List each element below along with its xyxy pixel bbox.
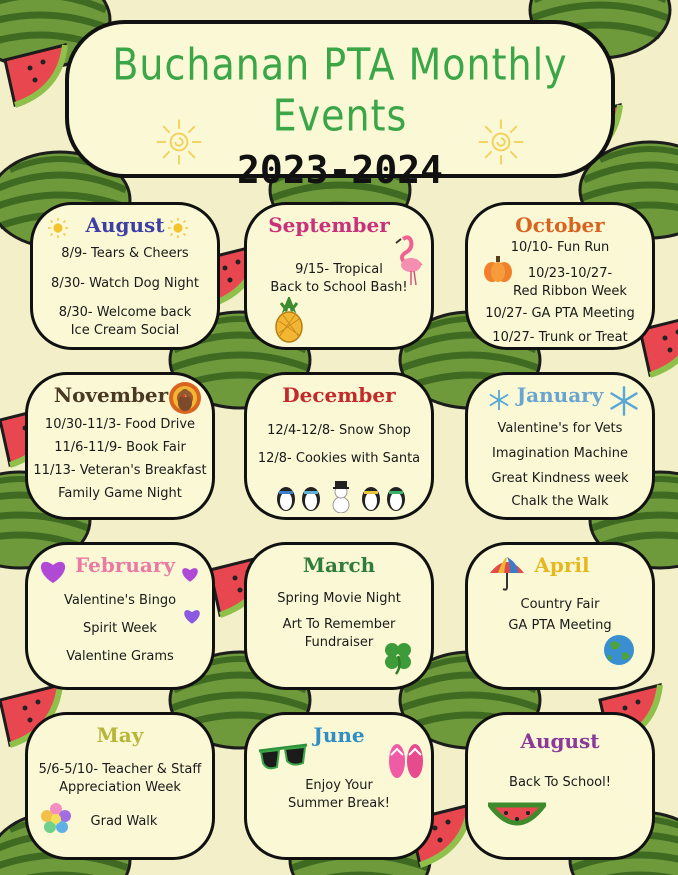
month-title: June [313,723,365,747]
month-card-october [465,202,655,350]
globe-icon [602,633,636,667]
snowflake-icon [608,385,640,417]
month-title: November [53,383,169,407]
month-title: February [74,553,175,577]
school-year: 2023-2024 [237,148,443,192]
event-text: Back to School Bash! [270,280,408,295]
event-text: Great Kindness week [491,471,629,486]
event-text: Ice Cream Social [70,323,180,338]
event-text: Appreciation Week [59,780,181,795]
event-text: GA PTA Meeting [508,618,612,633]
month-card-may [25,712,215,860]
event-text: 12/8- Cookies with Santa [257,451,421,466]
month-title: August [520,729,600,753]
month-title: April [534,553,590,577]
event-text: Spring Movie Night [277,591,401,606]
penguins-snowman-icon [271,477,411,513]
month-title: March [302,553,376,577]
event-text: Valentine's for Vets [497,421,623,436]
event-text: Family Game Night [58,486,182,501]
month-card-february [25,542,215,690]
sun-icon [151,114,207,170]
month-card-december [244,372,434,520]
event-text: Imagination Machine [492,446,628,461]
event-text: 10/23-10/27- [527,266,613,281]
event-text: 10/27- Trunk or Treat [492,330,628,345]
month-title: September [268,213,390,237]
watermelon-slice-icon [488,801,546,841]
sunglasses-icon [257,743,309,775]
month-card-january [465,372,655,520]
month-title: October [515,213,605,237]
event-text: Spirit Week [83,621,157,636]
event-text: 8/30- Watch Dog Night [51,276,199,291]
event-text: 12/4-12/8- Snow Shop [267,423,411,438]
month-card-august-2023 [30,202,220,350]
month-title: December [282,383,396,407]
event-text: Back To School! [509,775,611,790]
event-text: 11/6-11/9- Book Fair [54,440,186,455]
snowflake-icon [488,389,510,411]
event-text: Valentine Grams [66,649,174,664]
heart-icon [180,565,200,583]
event-text: Country Fair [520,597,600,612]
clover-icon [379,637,417,675]
page-title: Buchanan PTA Monthly Events [112,39,568,141]
event-text: 11/13- Veteran's Breakfast [33,463,207,478]
month-title: August [85,213,165,237]
month-title: January [516,383,604,407]
event-text: 5/6-5/10- Teacher & Staff [38,762,202,777]
month-card-august-2024 [465,712,655,860]
flip-flops-icon [385,741,427,781]
month-card-april [465,542,655,690]
event-text: Fundraiser [304,635,374,650]
sun-icon [167,217,189,239]
turkey-icon [166,379,204,417]
event-text: Red Ribbon Week [513,284,627,299]
pineapple-icon [269,297,309,343]
month-title: May [96,723,144,747]
event-text: 10/27- GA PTA Meeting [485,306,635,321]
month-card-september [244,202,434,350]
event-text: 8/30- Welcome back [58,305,192,320]
month-card-june [244,712,434,860]
event-text: 9/15- Tropical [295,262,383,277]
month-card-march [244,542,434,690]
event-text: Enjoy Your [305,778,373,793]
sun-icon [473,114,529,170]
event-text: 10/30-11/3- Food Drive [44,417,196,432]
event-text: Summer Break! [288,796,390,811]
header-banner [65,20,615,192]
sun-icon [47,217,69,239]
event-text: 10/10- Fun Run [510,240,610,255]
event-text: Valentine's Bingo [63,593,177,608]
event-text: Art To Remember [282,617,396,632]
month-card-november [25,372,215,520]
event-text: 8/9- Tears & Cheers [61,246,189,261]
event-text: Grad Walk [90,814,158,829]
event-text: Chalk the Walk [511,494,609,509]
